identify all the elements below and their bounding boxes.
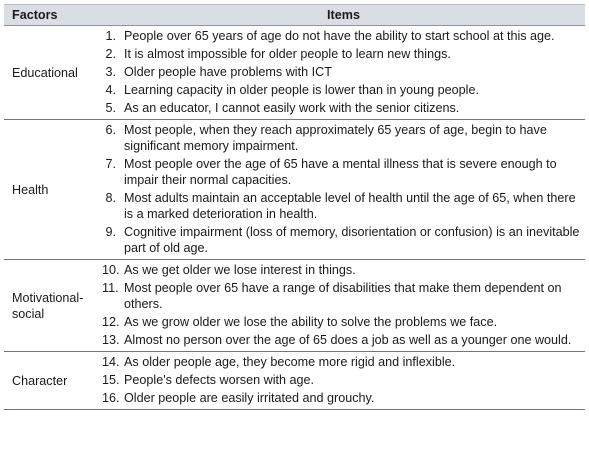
factor-label: Character	[12, 373, 68, 388]
item-text: As we grow older we lose the ability to solve the problems we face.	[124, 315, 498, 329]
item-text: As an educator, I cannot easily work with the senior citizens.	[124, 101, 460, 115]
item-text: Older people have problems with ICT	[124, 65, 332, 79]
item-number: 8.	[105, 191, 116, 205]
factor-label: Health	[12, 182, 49, 197]
item-number: 15.	[102, 373, 120, 387]
factor-label: Educational	[12, 65, 78, 80]
item-number: 13.	[102, 333, 120, 347]
group-health	[4, 120, 585, 260]
item-number: 9.	[105, 225, 116, 239]
header-factors: Factors	[4, 5, 102, 26]
item-text: Most people over the age of 65 have a mental illness that is severe enough to impair their normal capacities.	[124, 157, 557, 187]
item-number: 14.	[102, 355, 120, 369]
item-text: Cognitive impairment (loss of memory, disorientation or confusion) is an inevitable part of old age.	[124, 225, 580, 255]
group-motivational-social	[4, 260, 585, 352]
item-number: 10.	[102, 263, 120, 277]
ageism-factors-table	[4, 4, 585, 410]
table-row	[4, 120, 585, 155]
item-number: 3.	[105, 65, 116, 79]
item-text: As we get older we lose interest in things.	[124, 263, 356, 277]
item-number: 1.	[105, 29, 116, 43]
item-text: Most people over 65 have a range of disabilities that make them dependent on others.	[124, 281, 562, 311]
item-number: 12.	[102, 315, 120, 329]
item-number: 5.	[105, 101, 116, 115]
item-text: People's defects worsen with age.	[124, 373, 315, 387]
group-character	[4, 352, 585, 410]
item-number: 4.	[105, 83, 116, 97]
item-text: People over 65 years of age do not have the ability to start school at this age.	[124, 29, 555, 43]
item-number: 7.	[105, 157, 116, 171]
group-educational	[4, 26, 585, 120]
item-text: It is almost impossible for older people to learn new things.	[124, 47, 451, 61]
item-text: Most people, when they reach approximately 65 years of age, begin to have significant memory impairment.	[124, 123, 547, 153]
item-number: 2.	[105, 47, 116, 61]
header-row	[4, 5, 585, 26]
header-items: Items	[102, 5, 585, 26]
table-header	[4, 5, 585, 26]
item-text: As older people age, they become more rigid and inflexible.	[124, 355, 456, 369]
table-row	[4, 352, 585, 371]
item-text: Almost no person over the age of 65 does a job as well as a younger one would.	[124, 333, 572, 347]
item-text: Older people are easily irritated and grouchy.	[124, 391, 375, 405]
item-number: 6.	[105, 123, 116, 137]
item-text: Most adults maintain an acceptable level of health until the age of 65, when there is a marked deterioration in health.	[124, 191, 576, 221]
factor-label: Motivational-social	[12, 290, 84, 321]
item-number: 16.	[102, 391, 120, 405]
item-number: 11.	[102, 281, 119, 295]
table-row	[4, 26, 585, 45]
table-row	[4, 260, 585, 279]
item-text: Learning capacity in older people is lower than in young people.	[124, 83, 479, 97]
